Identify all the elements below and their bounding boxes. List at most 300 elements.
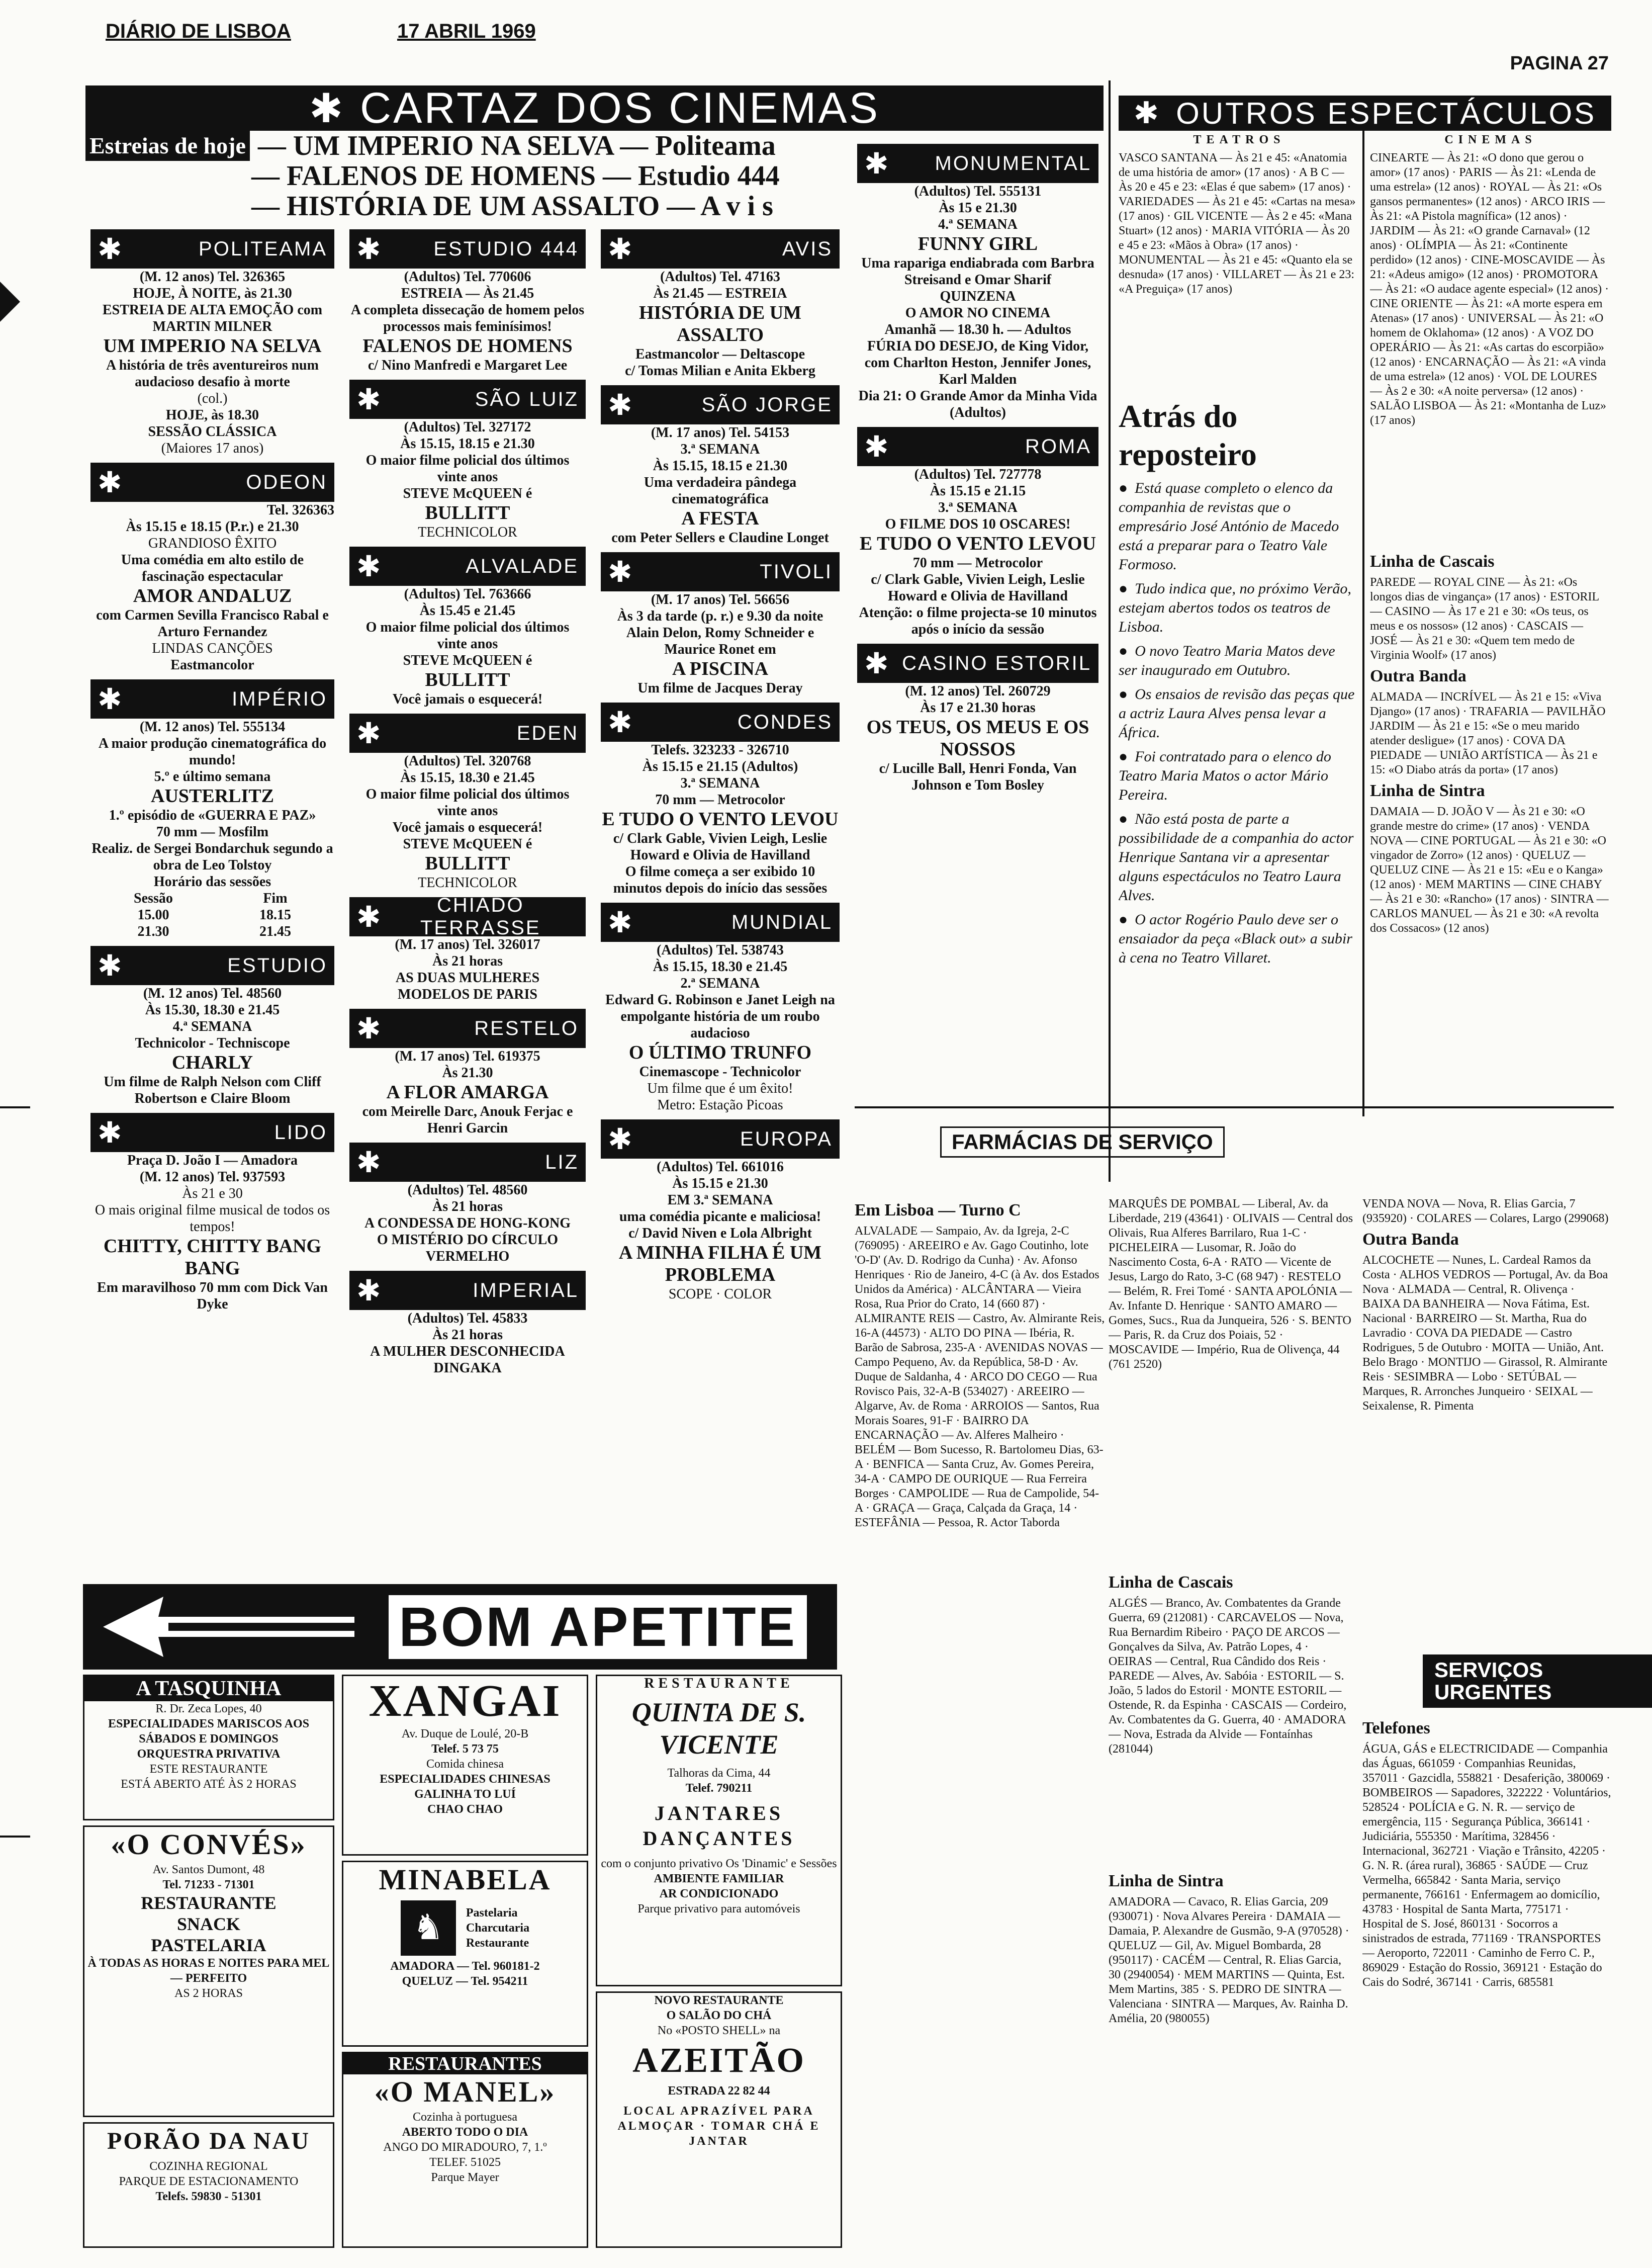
star-icon: ✱: [864, 430, 890, 463]
arrow-icon: [103, 1597, 354, 1657]
estreia-1: — UM IMPERIO NA SELVA — Politeama: [257, 130, 776, 161]
estudio444-cast: c/ Nino Manfredi e Margaret Lee: [368, 358, 568, 373]
odeon-header: [90, 463, 334, 502]
politeama-age: (Maiores 17 anos): [161, 441, 264, 456]
cinema-odeon: [85, 460, 339, 676]
europa-time: Às 15.15 e 21.30: [672, 1176, 768, 1191]
imperial-film-1: A MULHER DESCONHECIDA: [370, 1344, 565, 1359]
monumental-desc: Uma rapariga endiabrada com Barbra Streisand e Omar Sharif: [861, 255, 1094, 288]
avis-film: HISTÓRIA DE UM ASSALTO: [638, 302, 802, 345]
avis-format: Eastmancolor — Deltascope: [635, 346, 805, 362]
conves-tel: Tel. 71233 - 71301: [162, 1878, 255, 1891]
farmacias-lisboa-list: ALVALADE — Sampaio, Av. da Igreja, 2-C (769095) · AREEIRO e Av. Gago Coutinho, lote 'O-D' (Av. D. Rodrigo da Cunha) · Av. Afonso Henriques · Rio de Janeiro, 4-C (à Av. dos Estados Unidos da América) · ALCÂNTARA — Vieira Rosa, Rua Prior do Crato, 14 (660 87) · ALMIRANTE REIS — Castro, Av. Almirante Reis, 16-A (44573) · ALTO DO PINA — Ibéria, R. Barão de Sabrosa, 235-A · AVENIDAS NOVAS — Campo Pequeno, Av. da República, 58-D · Av. Duque de Saldanha, 4 · ARCO DO CEGO — Rua Rovisco Pais, 32-A-B (534027) · AREEIRO — Algarve, Av. de Roma · ARROIOS — Santos, Rua Morais Soares, 91-F · BAIRRO DA ENCARNAÇÃO — Av. Alferes Malheiro · BELÉM — Bom Sucesso, R. Bartolomeu Dias, 63-A · BENFICA — Santa Cruz, Av. Gomes Pereira, 34-A · CAMPO DE OURIQUE — Rua Ferreira Borges · CAMPOLIDE — Rua de Campolide, 54-A · GRAÇA — Graça, Calçada da Graça, 14 · ESTEFÂNIA — Pessoa, R. Actor Taborda: [855, 1225, 1105, 1529]
manel-name: «O MANEL»: [374, 2075, 556, 2108]
reposteiro-item: ● Os ensaios de revisão das peças que a actriz Laura Alves pensa levar a África.: [1119, 685, 1355, 742]
star-icon: ✱: [356, 233, 383, 266]
farmacias-banda-list: ALCOCHETE — Nunes, L. Cardeal Ramos da Costa · ALHOS VEDROS — Portugal, Av. da Boa Nova · ALMADA — Central, R. Olivença · BAIXA DA BANHEIRA — Nova Fátima, Est. Nacional · BARREIRO — St. Martha, Rua do Lavradio · COVA DA PIEDADE — Castro Rodrigues, 5 de Outubro · MOITA — União, Ant. Belo Brago · MONTIJO — Girassol, R. Almirante Reis · SESIMBRA — Lobo · SETÚBAL — Marques, R. Arronches Junqueiro · SEIXAL — Seixalense, R. Pimenta: [1362, 1254, 1608, 1413]
cinema-politeama: [85, 226, 339, 460]
ad-xangai: [342, 1675, 588, 1856]
cartaz-banner: [85, 85, 1104, 131]
conves-snack: SNACK: [176, 1914, 241, 1934]
liz-film-2: O MISTÉRIO DO CÍRCULO VERMELHO: [377, 1232, 559, 1264]
saoluiz-star: STEVE McQUEEN é: [403, 486, 532, 501]
minabela-amadora: AMADORA — Tel. 960181-2: [390, 1960, 540, 1973]
alvalade-name: ALVALADE: [466, 555, 579, 577]
ad-manel: [342, 2052, 588, 2248]
reposteiro-section: [1119, 397, 1355, 1081]
farmacias-cascais-list: ALGÉS — Branco, Av. Combatentes da Grande Guerra, 69 (212081) · CARCAVELOS — Nova, Rua Bernardim Ribeiro · PAÇO DE ARCOS — Gonçalves da Silva, Av. Patrão Lopes, 4 · OEIRAS — Central, Rua Cândido dos Reis · PAREDE — Alves, Av. Sabóia · ESTORIL — S. João, 5 lados do Estoril · MONTE ESTORIL — Ostende, R. da Espinha · CASCAIS — Cordeiro, Av. Combatentes da G. Guerra, 40 · AMADORA — Nova, Estrada da Alvide — Fontaínhas (281044): [1109, 1597, 1347, 1756]
alvalade-header: [349, 547, 586, 586]
estudio444-film: FALENOS DE HOMENS: [362, 335, 573, 357]
casino-film: OS TEUS, OS MEUS E OS NOSSOS: [866, 717, 1089, 760]
conves-address: Av. Santos Dumont, 48: [152, 1863, 265, 1876]
star-icon: ✱: [608, 389, 634, 421]
outros-cinemas-list: CINEARTE — Às 21: «O dono que gerou o amor» (17 anos) · PARIS — Às 21: «Lenda de uma estrela» (12 anos) · ROYAL — Às 21: «Os gansos permanentes» (12 anos) · ARCO IRIS — Às 21: «A Pistola magnífica» (12 anos) · JARDIM — Às 21: «O grande Carnaval» (12 anos) · OLÍMPIA — Às 21: «Continente perdido» (12 anos) · CINE-MOSCAVIDE — Às 21: «Adeus amigo» (12 anos) · PROMOTORA — Às 21: «O audace agente especial» (12 anos) · CINE ORIENTE — Às 21: «A morte espera em Atenas» (17 anos) · UNIVERSAL — Às 21: «O homem de Oklahoma» (12 anos) · A VOZ DO OPERÁRIO — Às 21: «As cartas do escorpião» (12 anos) · ENCARNAÇÃO — Às 21: «A vinda de uma estrela» (12 anos) · VOL DE LOURES — Às 2 e 30: «A noite perversa» (12 anos) · SALÃO LISBOA — Às 21: «Montanha de Luz» (17 anos): [1370, 151, 1609, 427]
eden-desc: O maior filme policial dos últimos vinte anos: [365, 787, 570, 819]
quinta-parking: Parque privativo para automóveis: [637, 1902, 800, 1915]
estudio-info: (M. 12 anos) Tel. 48560: [143, 986, 282, 1001]
chiado-time: Às 21 horas: [432, 953, 503, 969]
estudio444-header: [349, 229, 586, 269]
porao-line2: PARQUE DE ESTACIONAMENTO: [119, 2175, 299, 2188]
avis-info: (Adultos) Tel. 47163: [660, 269, 780, 285]
cinema-tivoli: [596, 549, 845, 700]
xangai-special: ESPECIALIDADES CHINESAS: [380, 1773, 550, 1786]
azeitao-shell: No «POSTO SHELL» na: [657, 2024, 781, 2037]
star-icon: ✱: [356, 1274, 383, 1307]
imperial-info: (Adultos) Tel. 45833: [407, 1311, 528, 1326]
ad-tasquinha: [83, 1675, 334, 1820]
saojorge-name: SÃO JORGE: [701, 393, 833, 416]
estreias-box: [85, 131, 845, 224]
saojorge-desc: Uma verdadeira pândega cinematográfica: [644, 475, 797, 507]
minabela-pastelaria: Pastelaria: [466, 1906, 518, 1920]
cinema-column-1: [85, 226, 339, 1534]
margin-marker: [0, 282, 20, 322]
estudio444-desc: A completa dissecação de homem pelos processos mais feminísimos!: [350, 302, 585, 334]
star-icon: ✱: [608, 906, 634, 939]
monumental-name: MONUMENTAL: [935, 152, 1091, 175]
xangai-cuisine: Comida chinesa: [426, 1758, 504, 1771]
tasquinha-note2: ESTÁ ABERTO ATÉ ÀS 2 HORAS: [121, 1778, 297, 1791]
imperio-episode: 1.º episódio de «GUERRA E PAZ»: [109, 808, 316, 823]
liz-film-1: A CONDESSA DE HONG-KONG: [364, 1215, 571, 1231]
star-icon: ✱: [98, 1116, 124, 1149]
imperial-film-2: DINGAKA: [433, 1360, 502, 1376]
cinema-condes: [596, 700, 845, 900]
reposteiro-item: ● Não está posta de parte a possibilidade de a companhia do actor Henrique Santana vir a apresentar alguns espectáculos no Teatro Laura Alves.: [1119, 810, 1355, 905]
outros-regions: [1370, 548, 1611, 1096]
mundial-film: O ÚLTIMO TRUNFO: [628, 1042, 812, 1063]
saoluiz-name: SÃO LUIZ: [475, 388, 579, 410]
tivoli-header: [601, 552, 840, 591]
star-icon: ✱: [98, 949, 124, 982]
europa-cast: c/ David Niven e Lola Albright: [628, 1226, 812, 1241]
casino-name: CASINO ESTORIL: [902, 652, 1091, 674]
conves-close: AS 2 HORAS: [174, 1987, 243, 2000]
star-icon: ✱: [356, 717, 383, 750]
politeama-classic: SESSÃO CLÁSSICA: [148, 424, 277, 440]
farmacias-col-1: [855, 1197, 1106, 2253]
manel-hours: ABERTO TODO O DIA: [402, 2126, 528, 2139]
cinema-lido: [85, 1110, 339, 1316]
restelo-time: Às 21.30: [442, 1065, 493, 1081]
cinema-column-4: [852, 141, 1104, 1096]
cinema-column-2: [344, 226, 591, 1534]
condes-note: O filme começa a ser exibido 10 minutos depois do início das sessões: [613, 864, 828, 896]
condes-time: Às 15.15 e 21.15 (Adultos): [642, 759, 798, 774]
imperio-desc: A maior produção cinematográfica do mundo!: [98, 736, 327, 768]
section-rule: [855, 1106, 1614, 1108]
star-icon: ✱: [608, 233, 634, 266]
star-icon: ✱: [608, 556, 634, 588]
mundial-tagline: Um filme que é um êxito!: [647, 1081, 793, 1096]
roma-tagline: O FILME DOS 10 OSCARES!: [885, 516, 1071, 532]
bom-apetite-title: BOM APETITE: [389, 1595, 807, 1659]
roma-week: 3.ª SEMANA: [938, 500, 1018, 515]
saojorge-week: 3.ª SEMANA: [680, 442, 760, 457]
eden-info: (Adultos) Tel. 320768: [404, 753, 531, 769]
casino-info: (M. 12 anos) Tel. 260729: [905, 683, 1051, 699]
azeitao-road: ESTRADA 22 82 44: [668, 2084, 770, 2098]
saojorge-cast: com Peter Sellers e Claudine Longet: [611, 530, 829, 546]
condes-header: [601, 703, 840, 742]
star-icon: ✱: [356, 901, 383, 933]
ad-conves: [83, 1825, 334, 2117]
cinema-saoluiz: [344, 377, 591, 544]
tivoli-time: Às 3 da tarde (p. r.) e 9.30 da noite: [617, 608, 823, 624]
tivoli-name: TIVOLI: [760, 560, 833, 583]
minabela-restaurante: Restaurante: [466, 1937, 529, 1950]
saojorge-info: (M. 17 anos) Tel. 54153: [651, 425, 790, 441]
cinema-imperial: [344, 1268, 591, 1379]
conves-pastelaria: PASTELARIA: [151, 1935, 266, 1955]
imperio-format: 70 mm — Mosfilm: [156, 824, 269, 840]
saoluiz-time: Às 15.15, 18.15 e 21.30: [400, 436, 535, 452]
minabela-charcutaria: Charcutaria: [466, 1922, 530, 1935]
alvalade-star: STEVE McQUEEN é: [403, 653, 532, 668]
politeama-color: (col.): [197, 391, 228, 406]
chiado-name: CHIADO TERRASSE: [420, 894, 541, 939]
cartaz-title: CARTAZ DOS CINEMAS: [359, 83, 880, 132]
monumental-week: 4.ª SEMANA: [938, 217, 1018, 232]
monumental-time: Às 15 e 21.30: [939, 200, 1017, 216]
estudio-week: 4.ª SEMANA: [172, 1019, 252, 1034]
xangai-tel: Telef. 5 73 75: [431, 1742, 499, 1756]
cinema-roma: [852, 424, 1104, 641]
xangai-address: Av. Duque de Loulé, 20-B: [401, 1727, 529, 1740]
restelo-cast: com Meirelle Darc, Anouk Ferjac e Henri Garcin: [362, 1104, 573, 1136]
cinema-saojorge: [596, 382, 845, 549]
mundial-metro: Metro: Estação Picoas: [657, 1097, 783, 1113]
condes-cast: c/ Clark Gable, Vivien Leigh, Leslie Howard e Olivia de Havilland: [613, 831, 828, 863]
casino-time: Às 17 e 21.30 horas: [920, 700, 1036, 716]
condes-tel: Telefs. 323233 - 326710: [651, 742, 789, 758]
minabela-queluz: QUELUZ — Tel. 954211: [402, 1975, 528, 1988]
politeama-desc: A história de três aventureiros num audacioso desafio à morte: [106, 358, 319, 390]
politeama-header: [90, 229, 334, 269]
newspaper-name: DIÁRIO DE LISBOA: [106, 20, 291, 42]
eden-color: TECHNICOLOR: [418, 875, 517, 891]
conves-restaurante: RESTAURANTE: [141, 1893, 277, 1913]
monumental-quinzena: QUINZENA: [940, 289, 1016, 304]
cinema-imperio: [85, 676, 339, 943]
star-icon: ✱: [608, 1123, 634, 1156]
star-icon: ✱: [98, 233, 124, 266]
avis-cast: c/ Tomas Milian e Anita Ekberg: [625, 363, 815, 379]
porao-name: PORÃO DA NAU: [107, 2128, 310, 2154]
cinema-restelo: [344, 1006, 591, 1140]
europa-week: EM 3.ª SEMANA: [667, 1192, 773, 1208]
farmacias-lisboa-list-2: MARQUÊS DE POMBAL — Liberal, Av. da Liberdade, 219 (43641) · OLIVAIS — Central dos Olivais, Rua Alferes Barrilaro, Rua 1-C · PICHELEIRA — Lusomar, R. João do Nascimento Costa, 6-A · RATO — Vicente de Jesus, Largo do Rato, 3-C (68 947) · RESTELO — Belém, R. Frei Tomé · SANTA APOLÓNIA — Av. Infante D. Henrique · SANTO AMARO — Gomes, Sucs., Rua da Junqueira, 526 · S. BENTO — Paris, R. da Cruz dos Poiais, 52 · MOSCAVIDE — Império, Rua de Olivença, 44 (761 2520): [1109, 1197, 1353, 1371]
eden-time: Às 15.15, 18.30 e 21.45: [400, 770, 535, 786]
sessao-label: Sessão: [134, 891, 173, 906]
roma-name: ROMA: [1025, 435, 1091, 458]
cinema-europa: [596, 1116, 845, 1305]
cinema-avis: [596, 226, 845, 382]
politeama-time: HOJE, À NOITE, às 21.30: [133, 286, 292, 301]
sessao-1: 15.00: [137, 907, 169, 923]
xangai-name: XANGAI: [369, 1676, 562, 1726]
odeon-songs: LINDAS CANÇÕES: [152, 641, 273, 656]
condes-week: 3.ª SEMANA: [680, 775, 760, 791]
quinta-restaurante: RESTAURANTE: [644, 1676, 794, 1691]
imperio-week: 5.º e último semana: [154, 769, 271, 784]
outros-sintra-label: Linha de Sintra: [1370, 781, 1485, 800]
saojorge-film: A FESTA: [681, 508, 759, 529]
liz-header: [349, 1143, 586, 1182]
servicos-body: [1362, 1715, 1611, 2248]
outros-banner: [1119, 96, 1611, 131]
estreia-2: — FALENOS DE HOMENS — Estudio 444: [251, 160, 780, 192]
europa-film: A MINHA FILHA É UM PROBLEMA: [618, 1242, 822, 1285]
quinta-music: com o conjunto privativo Os 'Dinamic' e Sessões: [601, 1857, 837, 1870]
roma-info: (Adultos) Tel. 727778: [914, 467, 1042, 482]
star-icon: ✱: [98, 683, 124, 716]
column-rule: [1109, 80, 1111, 1182]
monumental-info: (Adultos) Tel. 555131: [914, 184, 1042, 199]
estreias-label: Estreias de hoje: [85, 131, 250, 161]
lido-address: Praça D. João I — Amadora: [127, 1153, 298, 1168]
cinema-alvalade: [344, 544, 591, 711]
azeitao-tea: O SALÃO DO CHÁ: [666, 2009, 772, 2022]
saojorge-header: [601, 385, 840, 424]
odeon-color: Eastmancolor: [170, 657, 254, 673]
restelo-header: [349, 1009, 586, 1048]
europa-desc: uma comédia picante e maliciosa!: [619, 1209, 821, 1225]
chiado-info: (M. 17 anos) Tel. 326017: [395, 937, 540, 952]
outros-banda-label: Outra Banda: [1370, 667, 1466, 685]
restelo-name: RESTELO: [474, 1017, 579, 1039]
europa-name: EUROPA: [740, 1127, 833, 1150]
mundial-name: MUNDIAL: [731, 911, 833, 933]
ad-minabela: [342, 1861, 588, 2047]
quinta-tel: Telef. 790211: [685, 1782, 753, 1795]
tivoli-info: (M. 17 anos) Tel. 56656: [651, 592, 790, 607]
farmacias-col-3: [1362, 1197, 1611, 1649]
star-icon: ✱: [864, 147, 890, 180]
star-icon: ✱: [356, 1012, 383, 1045]
column-rule: [1362, 111, 1364, 1116]
mundial-format: Cinemascope - Technicolor: [639, 1064, 801, 1080]
outros-cascais-label: Linha de Cascais: [1370, 552, 1495, 571]
farmacias-cascais-label: Linha de Cascais: [1109, 1573, 1233, 1592]
lido-credits: Em maravilhoso 70 mm com Dick Van Dyke: [97, 1280, 328, 1312]
lido-header: [90, 1113, 334, 1152]
imperio-film: AUSTERLITZ: [151, 786, 274, 807]
margin-marker: [0, 1106, 30, 1108]
farmacias-sintra-label: Linha de Sintra: [1109, 1872, 1224, 1890]
manel-tel: TELEF. 51025: [429, 2156, 501, 2169]
roma-format: 70 mm — Metrocolor: [912, 555, 1043, 571]
xangai-dish1: GALINHA TO LUÍ: [414, 1788, 516, 1801]
condes-name: CONDES: [737, 711, 833, 733]
manel-cuisine: Cozinha à portuguesa: [413, 2111, 517, 2124]
imperial-time: Às 21 horas: [432, 1327, 503, 1343]
saoluiz-info: (Adultos) Tel. 327172: [404, 419, 531, 435]
porao-line1: COZINHA REGIONAL: [149, 2160, 268, 2173]
quinta-ac: AR CONDICIONADO: [659, 1887, 779, 1900]
outros-cascais-list: PAREDE — ROYAL CINE — Às 21: «Os longos dias de vingança» (17 anos) · ESTORIL — CASINO — Às 17 e 21 e 30: «Os teus, os meus e os nossos» (12 anos) · CASCAIS — JOSÉ — Às 21 e 30: «Quem tem medo de Virginia Woolf» (17 anos): [1370, 576, 1599, 662]
azeitao-name: AZEITÃO: [632, 2041, 805, 2080]
monumental-cycle: O AMOR NO CINEMA: [905, 305, 1051, 321]
estudio444-time: ESTREIA — Às 21.45: [401, 286, 534, 301]
mundial-header: [601, 903, 840, 942]
quinta-jantares: JANTARES DANÇANTES: [643, 1802, 795, 1850]
fim-label: Fim: [263, 891, 288, 906]
reposteiro-item: ● Foi contratado para o elenco do Teatro Maria Matos o actor Mário Pereira.: [1119, 747, 1355, 805]
tivoli-director: Um filme de Jacques Deray: [637, 680, 803, 696]
manel-label: RESTAURANTES: [343, 2053, 587, 2074]
casino-header: [857, 644, 1098, 683]
lido-info: (M. 12 anos) Tel. 937593: [139, 1169, 286, 1185]
alvalade-tagline: Você jamais o esquecerá!: [392, 691, 543, 707]
roma-film: E TUDO O VENTO LEVOU: [859, 533, 1096, 554]
star-icon: ✱: [309, 85, 345, 131]
roma-time: Às 15.15 e 21.15: [930, 483, 1026, 499]
tasquinha-note1: ESTE RESTAURANTE: [149, 1763, 268, 1776]
cinema-liz: [344, 1140, 591, 1268]
cinema-mundial: [596, 900, 845, 1116]
estreia-3: — HISTÓRIA DE UM ASSALTO — A v i s: [251, 191, 773, 222]
fim-2: 21.45: [259, 924, 291, 939]
imperial-header: [349, 1271, 586, 1310]
porao-tel: Telefs. 59830 - 51301: [155, 2190, 262, 2203]
margin-marker: [0, 1836, 30, 1838]
monumental-tomorrow: Amanhã — 18.30 h. — Adultos: [884, 322, 1071, 337]
reposteiro-title: Atrás do reposteiro: [1119, 398, 1257, 472]
ad-quinta: [596, 1675, 842, 1986]
chiado-header: [349, 894, 586, 939]
outros-banda-list: ALMADA — INCRÍVEL — Às 21 e 15: «Viva Django» (17 anos) · TRAFARIA — PAVILHÃO JARDIM — Às 21 e 15: «Se o meu marido atender desligue» (17 anos) · COVA DA PIEDADE — UNIÃO ARTÍSTICA — Às 21 e 15: «O Diabo atrás da porta» (17 anos): [1370, 690, 1606, 776]
monumental-header: [857, 144, 1098, 183]
eden-film: BULLITT: [425, 853, 510, 874]
odeon-cast: com Carmen Sevilla Francisco Rabal e Arturo Fernandez: [96, 607, 329, 640]
estudio-time: Às 15.30, 18.30 e 21.45: [145, 1002, 280, 1018]
azeitao-new: NOVO RESTAURANTE: [654, 1994, 784, 2007]
teatros-list: VASCO SANTANA — Às 21 e 45: «Anatomia de uma história de amor» (17 anos) · A B C — Às 20 e 45 e 23: «Elas é que sabem» (17 anos) · VARIEDADES — Às 21 e 45: «Cartas na mesa» (17 anos) · GIL VICENTE — Às 2 e 45: «Mana Stuart» (12 anos) · MARIA VITÓRIA — Às 20 e 45 e 23: «Mãos à Obra» (17 anos) · MONUMENTAL — Às 21 e 45: «Quanto ela se desnuda» (17 anos) · VILLARET — Às 21 e 23: «A Preguiça» (17 anos): [1119, 151, 1356, 296]
star-icon: ✱: [1133, 96, 1161, 130]
estudio-format: Technicolor - Techniscope: [135, 1035, 290, 1051]
roma-header: [857, 427, 1098, 466]
reposteiro-item: ● Tudo indica que, no próximo Verão, estejam abertos todos os teatros de Lisboa.: [1119, 579, 1355, 637]
alvalade-info: (Adultos) Tel. 763666: [404, 586, 531, 602]
outros-title: OUTROS ESPECTÁCULOS: [1176, 96, 1597, 130]
manel-location: Parque Mayer: [431, 2171, 499, 2184]
estudio-name: ESTUDIO: [227, 954, 327, 977]
liz-time: Às 21 horas: [432, 1199, 503, 1214]
farmacias-sintra-list: AMADORA — Cavaco, R. Elias Garcia, 209 (930071) · Nova Alvares Pereira · DAMAIA — Damaia, P. Alexandre de Gusmão, 9-A (970528) · QUELUZ — Gil, Av. Miguel Bombarda, 28 (950117) · CACÉM — Central, R. Elias Garcia, 30 (2940054) · MEM MARTINS — Quinta, Est. Mem Martins, 385 · S. PEDRO DE SINTRA — Valenciana · SINTRA — Marques, Av. Rainha D. Amélia, 20 (980055): [1109, 1895, 1349, 2025]
estudio-header: [90, 946, 334, 985]
imperio-info: (M. 12 anos) Tel. 555134: [139, 719, 286, 735]
condes-film: E TUDO O VENTO LEVOU: [602, 809, 839, 830]
politeama-film: UM IMPERIO NA SELVA: [103, 335, 322, 357]
saojorge-time: Às 15.15, 18.15 e 21.30: [653, 458, 788, 474]
minabela-name: MINABELA: [379, 1863, 552, 1896]
star-icon: ✱: [356, 383, 383, 416]
mundial-info: (Adultos) Tel. 538743: [657, 942, 784, 958]
cinema-eden: [344, 711, 591, 894]
europa-format: SCOPE · COLOR: [668, 1286, 772, 1302]
avis-name: AVIS: [782, 237, 833, 260]
xangai-dish2: CHAO CHAO: [427, 1803, 503, 1816]
cinema-column-3: [596, 226, 845, 1534]
saoluiz-header: [349, 380, 586, 419]
page-number: PAGINA 27: [1510, 53, 1609, 74]
restelo-film: A FLOR AMARGA: [386, 1082, 549, 1103]
quinta-name: QUINTA DE S. VICENTE: [631, 1697, 806, 1760]
imperio-credits: Realiz. de Sergei Bondarchuk segundo a obra de Leo Tolstoy: [91, 841, 333, 873]
condes-format: 70 mm — Metrocolor: [655, 792, 785, 808]
odeon-time: Às 15.15 e 18.15 (P.r.) e 21.30: [126, 519, 299, 535]
europa-header: [601, 1119, 840, 1159]
eden-star: STEVE McQUEEN é: [403, 836, 532, 852]
alvalade-desc: O maior filme policial dos últimos vinte anos: [365, 620, 570, 652]
cinema-estudio: [85, 943, 339, 1110]
eden-header: [349, 714, 586, 753]
reposteiro-item: ● Está quase completo o elenco da companhia de revistas que o empresário José António de Macedo está a preparar para o Teatro Vale Formoso.: [1119, 479, 1355, 574]
tivoli-film: A PISCINA: [672, 658, 769, 679]
conves-name: «O CONVÉS»: [111, 1828, 307, 1861]
cinema-chiado: [344, 894, 591, 1006]
outros-sintra-list: DAMAIA — D. JOÃO V — Às 21 e 30: «O grande mestre do crime» (17 anos) · VENDA NOVA — CINE PORTUGAL — Às 21 e 30: «O vingador de Zorro» (12 anos) · QUELUZ — QUELUZ CINE — Às 21 e 15: «Eu e o Kanga» (12 anos) · MEM MARTINS — CINE CHABY — Às 21 e 30: «Rancho» (17 anos) · SINTRA — CARLOS MANUEL — Às 21 e 30: «A revolta dos Cossacos» (12 anos): [1370, 805, 1609, 935]
odeon-desc: Uma comédia em alto estilo de fascinação espectacular: [121, 552, 304, 584]
saoluiz-color: TECHNICOLOR: [418, 525, 517, 540]
farmacias-title: FARMÁCIAS DE SERVIÇO: [940, 1126, 1225, 1158]
cinema-estudio444: [344, 226, 591, 377]
star-icon: ✱: [356, 1146, 383, 1179]
telefones-label: Telefones: [1362, 1719, 1430, 1737]
star-icon: ✱: [864, 647, 890, 680]
saoluiz-desc: O maior filme policial dos últimos vinte anos: [365, 453, 570, 485]
monumental-day21: Dia 21: O Grande Amor da Minha Vida (Adultos): [858, 388, 1097, 420]
conves-hours: À TODAS AS HORAS E NOITES PARA MEL — PERFEITO: [87, 1957, 330, 1985]
tivoli-cast: Alain Delon, Romy Schneider e Maurice Ronet em: [626, 625, 814, 657]
issue-date: 17 ABRIL 1969: [397, 20, 536, 42]
farmacias-banda-label: Outra Banda: [1362, 1230, 1459, 1249]
eden-name: EDEN: [516, 722, 579, 744]
estudio-film: CHARLY: [171, 1052, 253, 1073]
imperio-header: [90, 679, 334, 719]
imperio-name: IMPÉRIO: [232, 687, 327, 710]
odeon-name: ODEON: [246, 471, 327, 493]
estudio444-info: (Adultos) Tel. 770606: [404, 269, 531, 285]
sessao-2: 21.30: [137, 924, 169, 939]
mundial-desc: Edward G. Robinson e Janet Leigh na empolgante história de um roubo audacioso: [605, 992, 835, 1041]
monumental-film: FUNNY GIRL: [917, 233, 1038, 254]
imperio-schedule-label: Horário das sessões: [153, 874, 271, 890]
lido-desc: O mais original filme musical de todos os tempos!: [95, 1202, 330, 1235]
